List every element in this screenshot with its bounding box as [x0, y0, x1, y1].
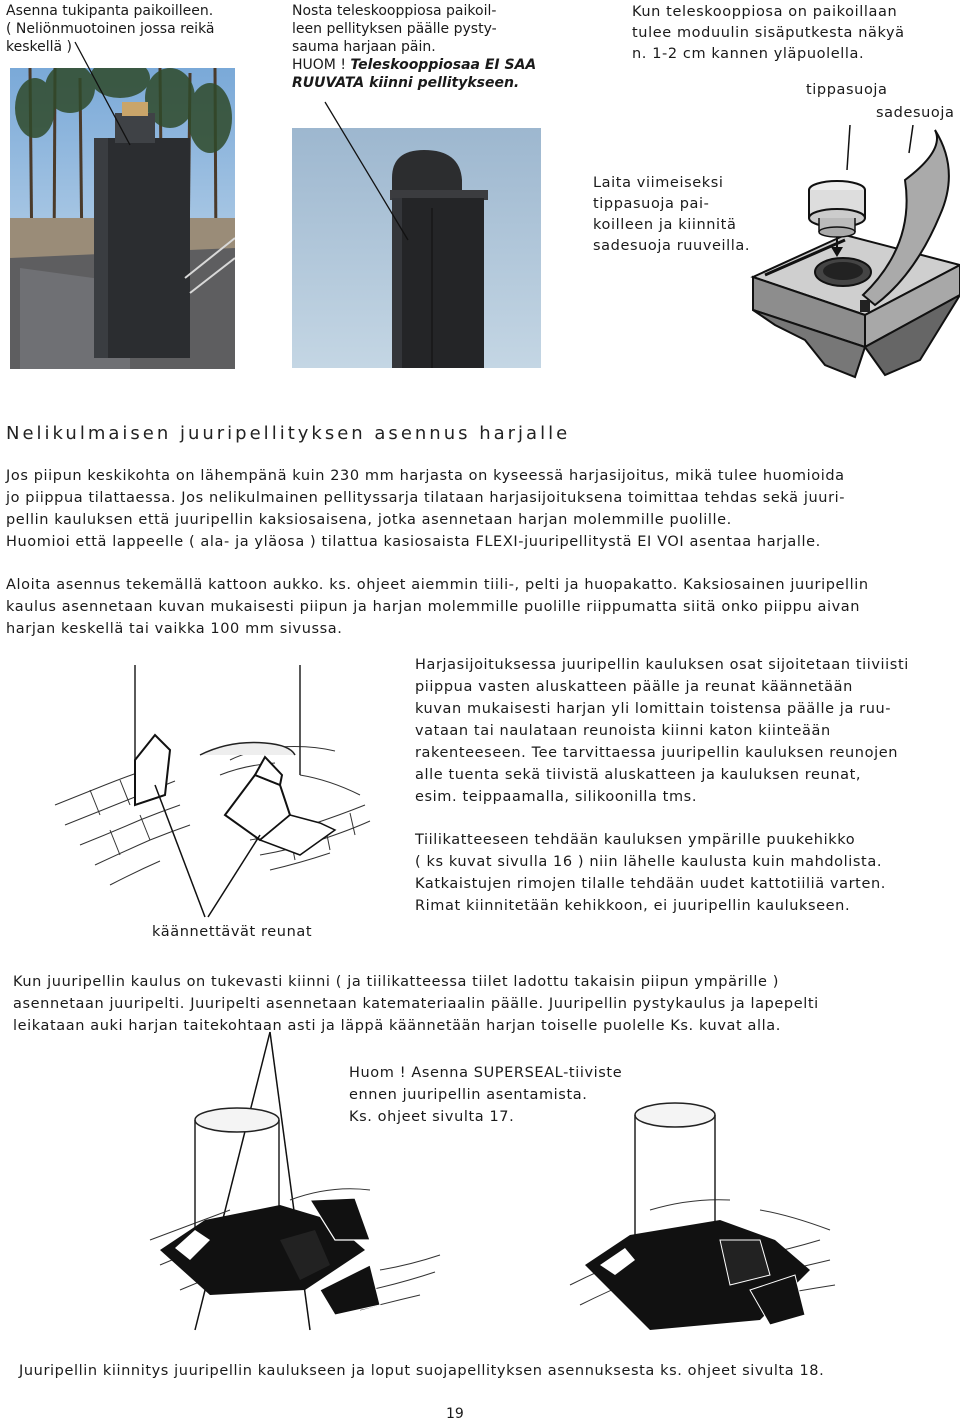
caption-module-visible: Kun teleskooppiosa on paikoillaan tulee moduulin sisäputkesta näkyä n. 1-2 cm kannen yläpuolella. [632, 4, 905, 62]
rain-cap-diagram [745, 125, 960, 380]
paragraph-root-flashing: Kun juuripellin kaulus on tukevasti kiinni ( ja tiilikatteessa tiilet ladottu takaisin piipun ympärille ) asennetaan juuripelti. Juuripelti asennetaan katemateriaalin päälle. Juuripellin pystykaulus ja lapepelti leikataan auki harjan taitekohtaan asti ja läppä käännetään harjan toiselle puolelle Ks. kuvat alla. [13, 974, 819, 1034]
ridge-flashing-diagram [130, 1090, 840, 1350]
pointer-line-support [70, 40, 150, 150]
caption-support-band: Asenna tukipanta paikoilleen. ( Neliönmuotoinen jossa reikä keskellä ) [6, 3, 215, 55]
page-number: 19 [446, 1406, 464, 1422]
caption-final-step: Laita viimeiseksi tippasuoja pai- koilleen ja kiinnitä sadesuoja ruuveilla. [593, 175, 751, 254]
ridge-collar-diagram [50, 665, 395, 920]
label-folding-edges: käännettävät reunat [152, 924, 313, 940]
section-heading: Nelikulmaisen juuripellityksen asennus harjalle [6, 423, 571, 444]
note-superseal: Huom ! Asenna SUPERSEAL-tiiviste ennen juuripellin asentamista. Ks. ohjeet sivulta 17. [349, 1065, 623, 1125]
paragraph-tile-frame: Tiilikatteeseen tehdään kauluksen ympärille puukehikko ( ks kuvat sivulla 16 ) niin lähelle kaulusta kuin mahdolista. Katkaistujen rimojen tilalle tehdään uudet kattotiiliä varten. Rimat kiinnitetään kehikkoon, ei juuripellin kaulukseen. [415, 832, 886, 914]
caption-telescope-warning: Teleskooppiosaa EI SAA RUUVATA kiinni pellitykseen. [292, 57, 537, 91]
paragraph-collar-placement: Harjasijoituksessa juuripellin kauluksen osat sijoitetaan tiiviisti piippua vasten aluskatteen päälle ja reunat käännetään kuvan mukaisesti harjan yli lomittain toistensa päälle ja ruu- vataan tai naulataan reunoista kiinni katon kiinteään rakenteeseen. Tee tarvittaessa juuripellin kauluksen reunojen alle tuenta sekä tiivistä aluskatteen ja kauluksen reunat, esim. teippaamalla, silikoonilla tms. [415, 657, 909, 805]
label-sadesuoja: sadesuoja [876, 105, 955, 121]
pointer-line-telescope [320, 100, 420, 250]
paragraph-start-install: Aloita asennus tekemällä kattoon aukko. ks. ohjeet aiemmin tiili-, pelti ja huopakatto. Kaksiosainen juuripellin kaulus asennetaan kuvan mukaisesti piipun ja harjan molemmille puolille riippumatta siitä onko piippu aivan harjan keskellä tai vaikka 100 mm sivussa. [6, 577, 869, 637]
caption-telescope-text: Nosta teleskooppiosa paikoil- leen pellityksen päälle pysty- sauma harjaan päin. HUOM ! [292, 3, 497, 73]
paragraph-ridge-placement: Jos piipun keskikohta on lähempänä kuin 230 mm harjasta on kyseessä harjasijoitus, mikä tulee huomioida jo piippua tilattaessa. Jos nelikulmainen pellityssarja tilataan harjasijoituksena toimittaa tehdas sekä juuri- pellin kauluksen että juuripellin kaksiosaisena, jotka asennetaan harjan molemmille puolille. Huomioi että lappeelle ( ala- ja yläosa ) tilattua kasiosaista FLEXI-juuripellitystä EI VOI asentaa harjalle. [6, 468, 846, 550]
label-tippasuoja: tippasuoja [806, 82, 888, 98]
paragraph-final-note: Juuripellin kiinnitys juuripellin kaulukseen ja loput suojapellityksen asennuksesta ks. ohjeet sivulta 18. [19, 1363, 825, 1379]
caption-telescope [292, 2, 552, 92]
